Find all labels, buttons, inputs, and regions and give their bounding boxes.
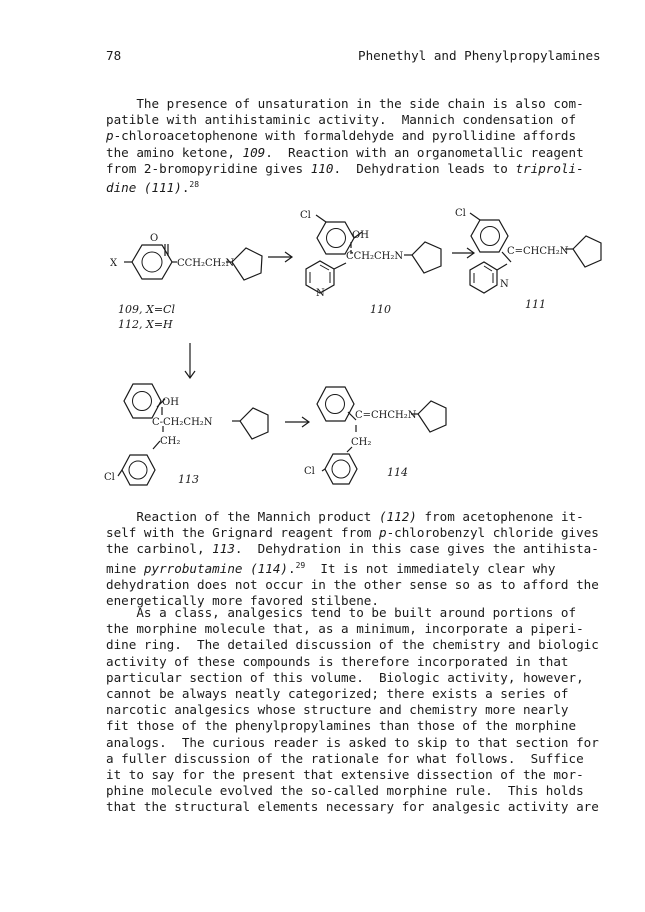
label-111: 111 (525, 298, 546, 311)
text-line: patible with antihistaminic activity. Mannich condensation of (106, 112, 577, 128)
formula-c-chch2n-114: C=CHCH₂N (355, 410, 417, 421)
text-line: mine pyrrobutamine (114).$^{29}$ It is not immediately clear why (106, 560, 556, 576)
italic-text: pyrrobutamine (114) (143, 560, 288, 576)
atom-n-111: N (500, 279, 509, 290)
label-110: 110 (370, 303, 391, 316)
page-number: 78 (106, 48, 122, 63)
text-line: As a class, analgesics tend to be built around portions of (106, 605, 577, 620)
text-line: that the structural elements necessary for analgesic activity are (106, 799, 599, 815)
paragraph-analgesics (106, 605, 606, 816)
italic-text: 109 (242, 144, 266, 160)
arrow-113-to-114 (285, 417, 309, 427)
atom-n-110: N (316, 288, 325, 299)
text-line: dehydration does not occur in the other sense so as to afford the (106, 576, 599, 592)
compound-114-structure (317, 387, 446, 484)
formula-ch2-114: CH₂ (351, 437, 372, 448)
arrow-109-to-110 (268, 252, 292, 262)
italic-text: 113 (212, 541, 235, 557)
text-line: The presence of unsaturation in the side chain is also com- (106, 96, 584, 111)
label-114: 114 (387, 466, 408, 479)
label-112: 112, X=H (118, 318, 173, 331)
text-line: from 2-bromopyridine gives 110. Dehydration leads to triproli- (106, 160, 584, 176)
formula-c-chch2n-111: C=CHCH₂N (507, 246, 569, 257)
text-line: it to say for the present that extensive dissection of the mor- (106, 767, 584, 783)
formula-c-ch2ch2n-113: C-CH₂CH₂N (152, 417, 213, 428)
running-title: Phenethyl and Phenylpropylamines (358, 48, 601, 63)
arrow-112-to-113 (185, 343, 195, 378)
atom-cl-114: Cl (304, 466, 315, 477)
arrow-110-to-111 (452, 248, 474, 258)
formula-cch2ch2n-110: CCH₂CH₂N (346, 251, 404, 262)
atom-o: O (150, 233, 159, 244)
paragraph-mannich-product (106, 509, 606, 609)
italic-text: p (106, 128, 114, 144)
atom-x: X (110, 258, 118, 269)
compound-113-structure (118, 384, 268, 485)
formula-cch2ch2n-109: CCH₂CH₂N (177, 258, 235, 269)
text-line: the morphine molecule that, as a minimum, incorporate a piperi- (106, 621, 584, 637)
label-113: 113 (178, 473, 199, 486)
text-line: energetically more favored stilbene. (106, 593, 379, 609)
text-line: dine ring. The detailed discussion of the chemistry and biologic (106, 637, 599, 653)
atom-oh-113: OH (162, 397, 179, 408)
label-109: 109, X=Cl (118, 303, 175, 316)
formula-ch2-113: CH₂ (160, 436, 181, 447)
text-line: activity of these compounds is therefore incorporated in that (106, 653, 569, 669)
italic-text: (112) (378, 509, 417, 524)
text-line: Reaction of the Mannich product (112) from acetophenone it- (106, 509, 584, 524)
text-line: particular section of this volume. Biologic activity, however, (106, 669, 584, 685)
text-line: fit those of the phenylpropylamines than those of the morphine (106, 718, 577, 734)
italic-text: p (378, 525, 387, 541)
text-line: narcotic analgesics whose structure and chemistry more nearly (106, 702, 569, 718)
text-line: self with the Grignard reagent from p-chlorobenzyl chloride gives (106, 525, 599, 541)
text-line: phine molecule evolved the so-called morphine rule. This holds (106, 783, 584, 799)
text-line: p-chloroacetophenone with formaldehyde and pyrollidine affords (106, 128, 577, 144)
italic-text: dine (111) (106, 180, 182, 196)
atom-oh-110: OH (352, 230, 369, 241)
text-line: the amino ketone, 109. Reaction with an organometallic reagent (106, 144, 584, 160)
atom-cl-113: Cl (104, 472, 115, 483)
italic-text: 110 (310, 160, 334, 176)
reference-superscript: 29 (295, 560, 306, 570)
italic-text: triproli- (515, 160, 584, 176)
atom-cl-110: Cl (300, 210, 311, 221)
text-line: cannot be always neatly categorized; there exists a series of (106, 686, 569, 702)
reference-superscript: 28 (189, 180, 200, 190)
text-line: dine (111).$^{28}$ (106, 180, 200, 196)
text-line: the carbinol, 113. Dehydration in this case gives the antihista- (106, 541, 599, 557)
text-line: a fuller discussion of the rationale for what follows. Suffice (106, 750, 584, 766)
atom-cl-111: Cl (455, 208, 466, 219)
text-line: analogs. The curious reader is asked to skip to that section for (106, 734, 599, 750)
